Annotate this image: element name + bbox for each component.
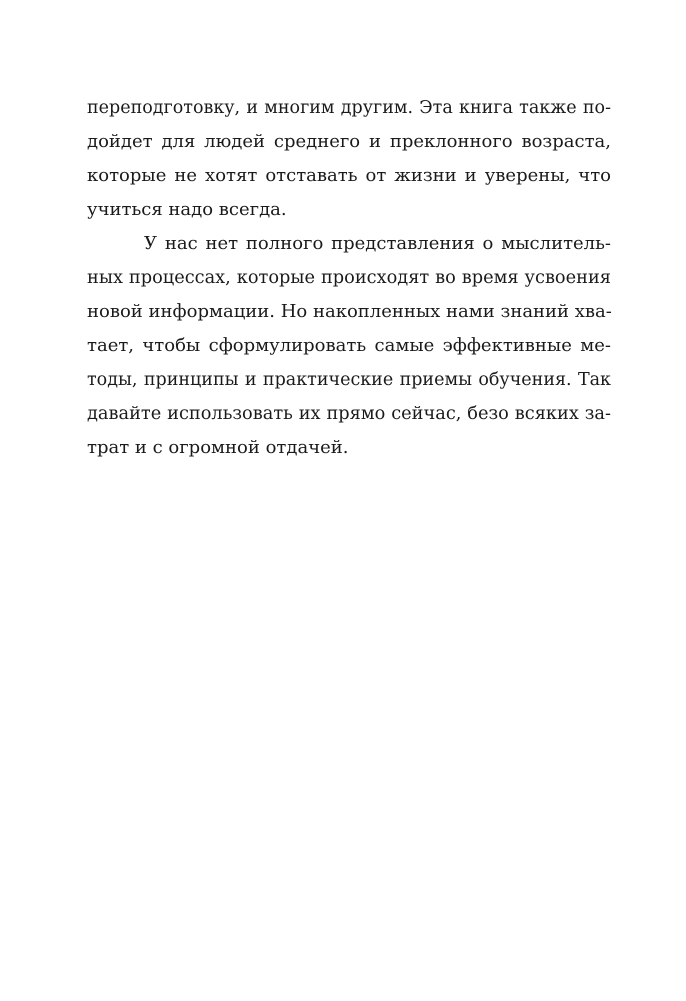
text-line: новой информации. Но накопленных нами знаний хва- (87, 301, 612, 322)
text-line: дойдет для людей среднего и преклонного возраста, (87, 131, 611, 152)
text-line: тает, чтобы сформулировать самые эффективные ме- (87, 335, 611, 356)
text-line: У нас нет полного представления о мыслитель- (144, 233, 611, 254)
body-text (87, 91, 611, 465)
text-line: тоды, принципы и практические приемы обучения. Так (87, 370, 611, 390)
text-line: которые не хотят отставать от жизни и уверены, что (87, 165, 611, 186)
paragraph-1 (87, 91, 611, 227)
text-line: трат и с огромной отдачей. (87, 437, 349, 458)
text-line: переподготовку, и многим другим. Эта книга также по- (87, 98, 611, 118)
text-line: учиться надо всегда. (87, 199, 287, 220)
text-line: ных процессах, которые происходят во время усвоения (87, 268, 611, 288)
text-line: давайте использовать их прямо сейчас, безо всяких за- (87, 404, 611, 424)
paragraph-2 (87, 227, 611, 465)
